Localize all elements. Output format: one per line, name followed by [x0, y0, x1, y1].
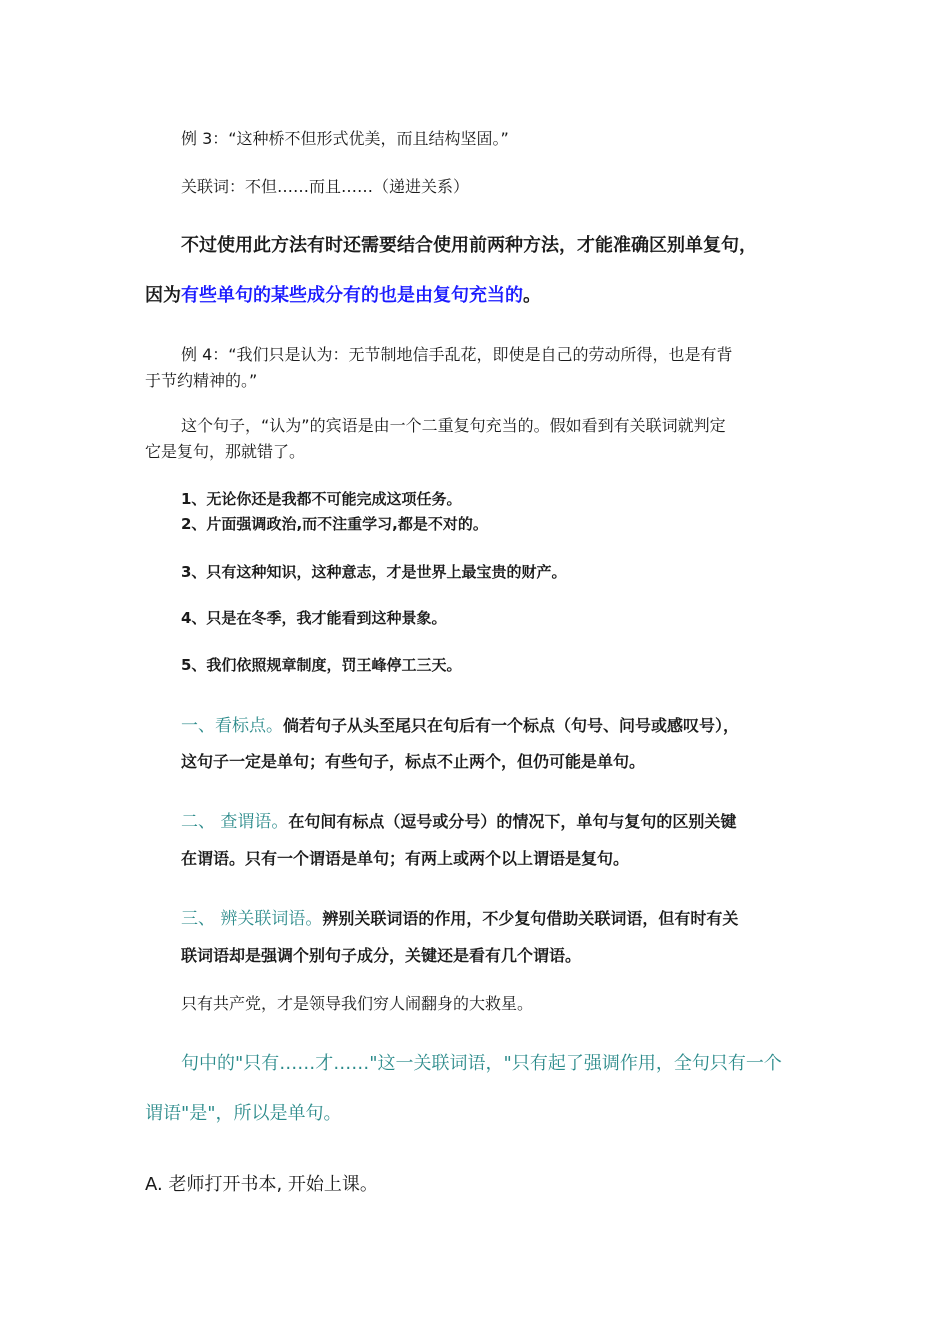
note-line-2 [145, 283, 541, 309]
exercise-item: 5、我们依照规章制度，罚王峰停工三天。 [181, 656, 462, 674]
analysis-line-1: 句中的"只有……才……"这一关联词语，"只有起了强调作用，全句只有一个 [181, 1053, 782, 1074]
method-1-text: 倘若句子从头至尾只在句后有一个标点（句号、问号或感叹号）， [283, 716, 740, 735]
method-3-text: 辨别关联词语的作用，不少复句借助关联词语，但有时有关 [322, 909, 739, 928]
example4-line-1: 例 4：“我们只是认为：无节制地信手乱花，即使是自己的劳动所得，也是有背 [181, 345, 733, 364]
exercise-item: 1、无论你还是我都不可能完成这项任务。 [181, 490, 462, 508]
method-2-heading: 二、 查谓语。 [181, 812, 289, 832]
method-1-line-1 [181, 715, 739, 737]
example3-conjunction: 关联词：不但……而且……（递进关系） [181, 177, 470, 196]
method-3-line-1 [181, 908, 738, 930]
note-prefix: 因为 [145, 285, 181, 306]
exercise-item: 4、只是在冬季，我才能看到这种景象。 [181, 609, 447, 627]
method-2-line-1 [181, 811, 736, 833]
explanation-line-2: 它是复句，那就错了。 [145, 442, 306, 461]
method-1-heading: 一、看标点。 [181, 716, 283, 736]
method-2-text: 在句间有标点（逗号或分号）的情况下，单句与复句的区别关键 [288, 812, 737, 831]
explanation-line-1: 这个句子，“认为”的宾语是由一个二重复句充当的。假如看到有关联词就判定 [181, 416, 726, 435]
exercise-item: 2、片面强调政治,而不注重学习,都是不对的。 [181, 515, 488, 533]
example3-sentence: 例 3：“这种桥不但形式优美，而且结构坚固。” [181, 129, 509, 148]
analysis-line-2: 谓语"是"，所以是单句。 [145, 1103, 342, 1124]
option-a: A. 老师打开书本, 开始上课。 [145, 1174, 378, 1195]
method-3-line-2: 联词语却是强调个别句子成分，关键还是看有几个谓语。 [181, 946, 582, 965]
sample-sentence: 只有共产党，才是领导我们穷人闹翻身的大救星。 [181, 994, 534, 1013]
example4-line-2: 于节约精神的。” [145, 371, 258, 390]
method-3-heading: 三、 辨关联词语。 [181, 909, 323, 929]
note-highlight: 有些单句的某些成分有的也是由复句充当的 [181, 285, 523, 306]
exercise-item: 3、只有这种知识，这种意志，才是世界上最宝贵的财产。 [181, 563, 567, 581]
note-suffix: 。 [523, 285, 541, 306]
method-1-line-2: 这句子一定是单句；有些句子，标点不止两个，但仍可能是单句。 [181, 752, 646, 771]
note-line-1: 不过使用此方法有时还需要结合使用前两种方法，才能准确区别单复句， [181, 235, 757, 256]
method-2-line-2: 在谓语。只有一个谓语是单句；有两上或两个以上谓语是复句。 [181, 849, 630, 868]
